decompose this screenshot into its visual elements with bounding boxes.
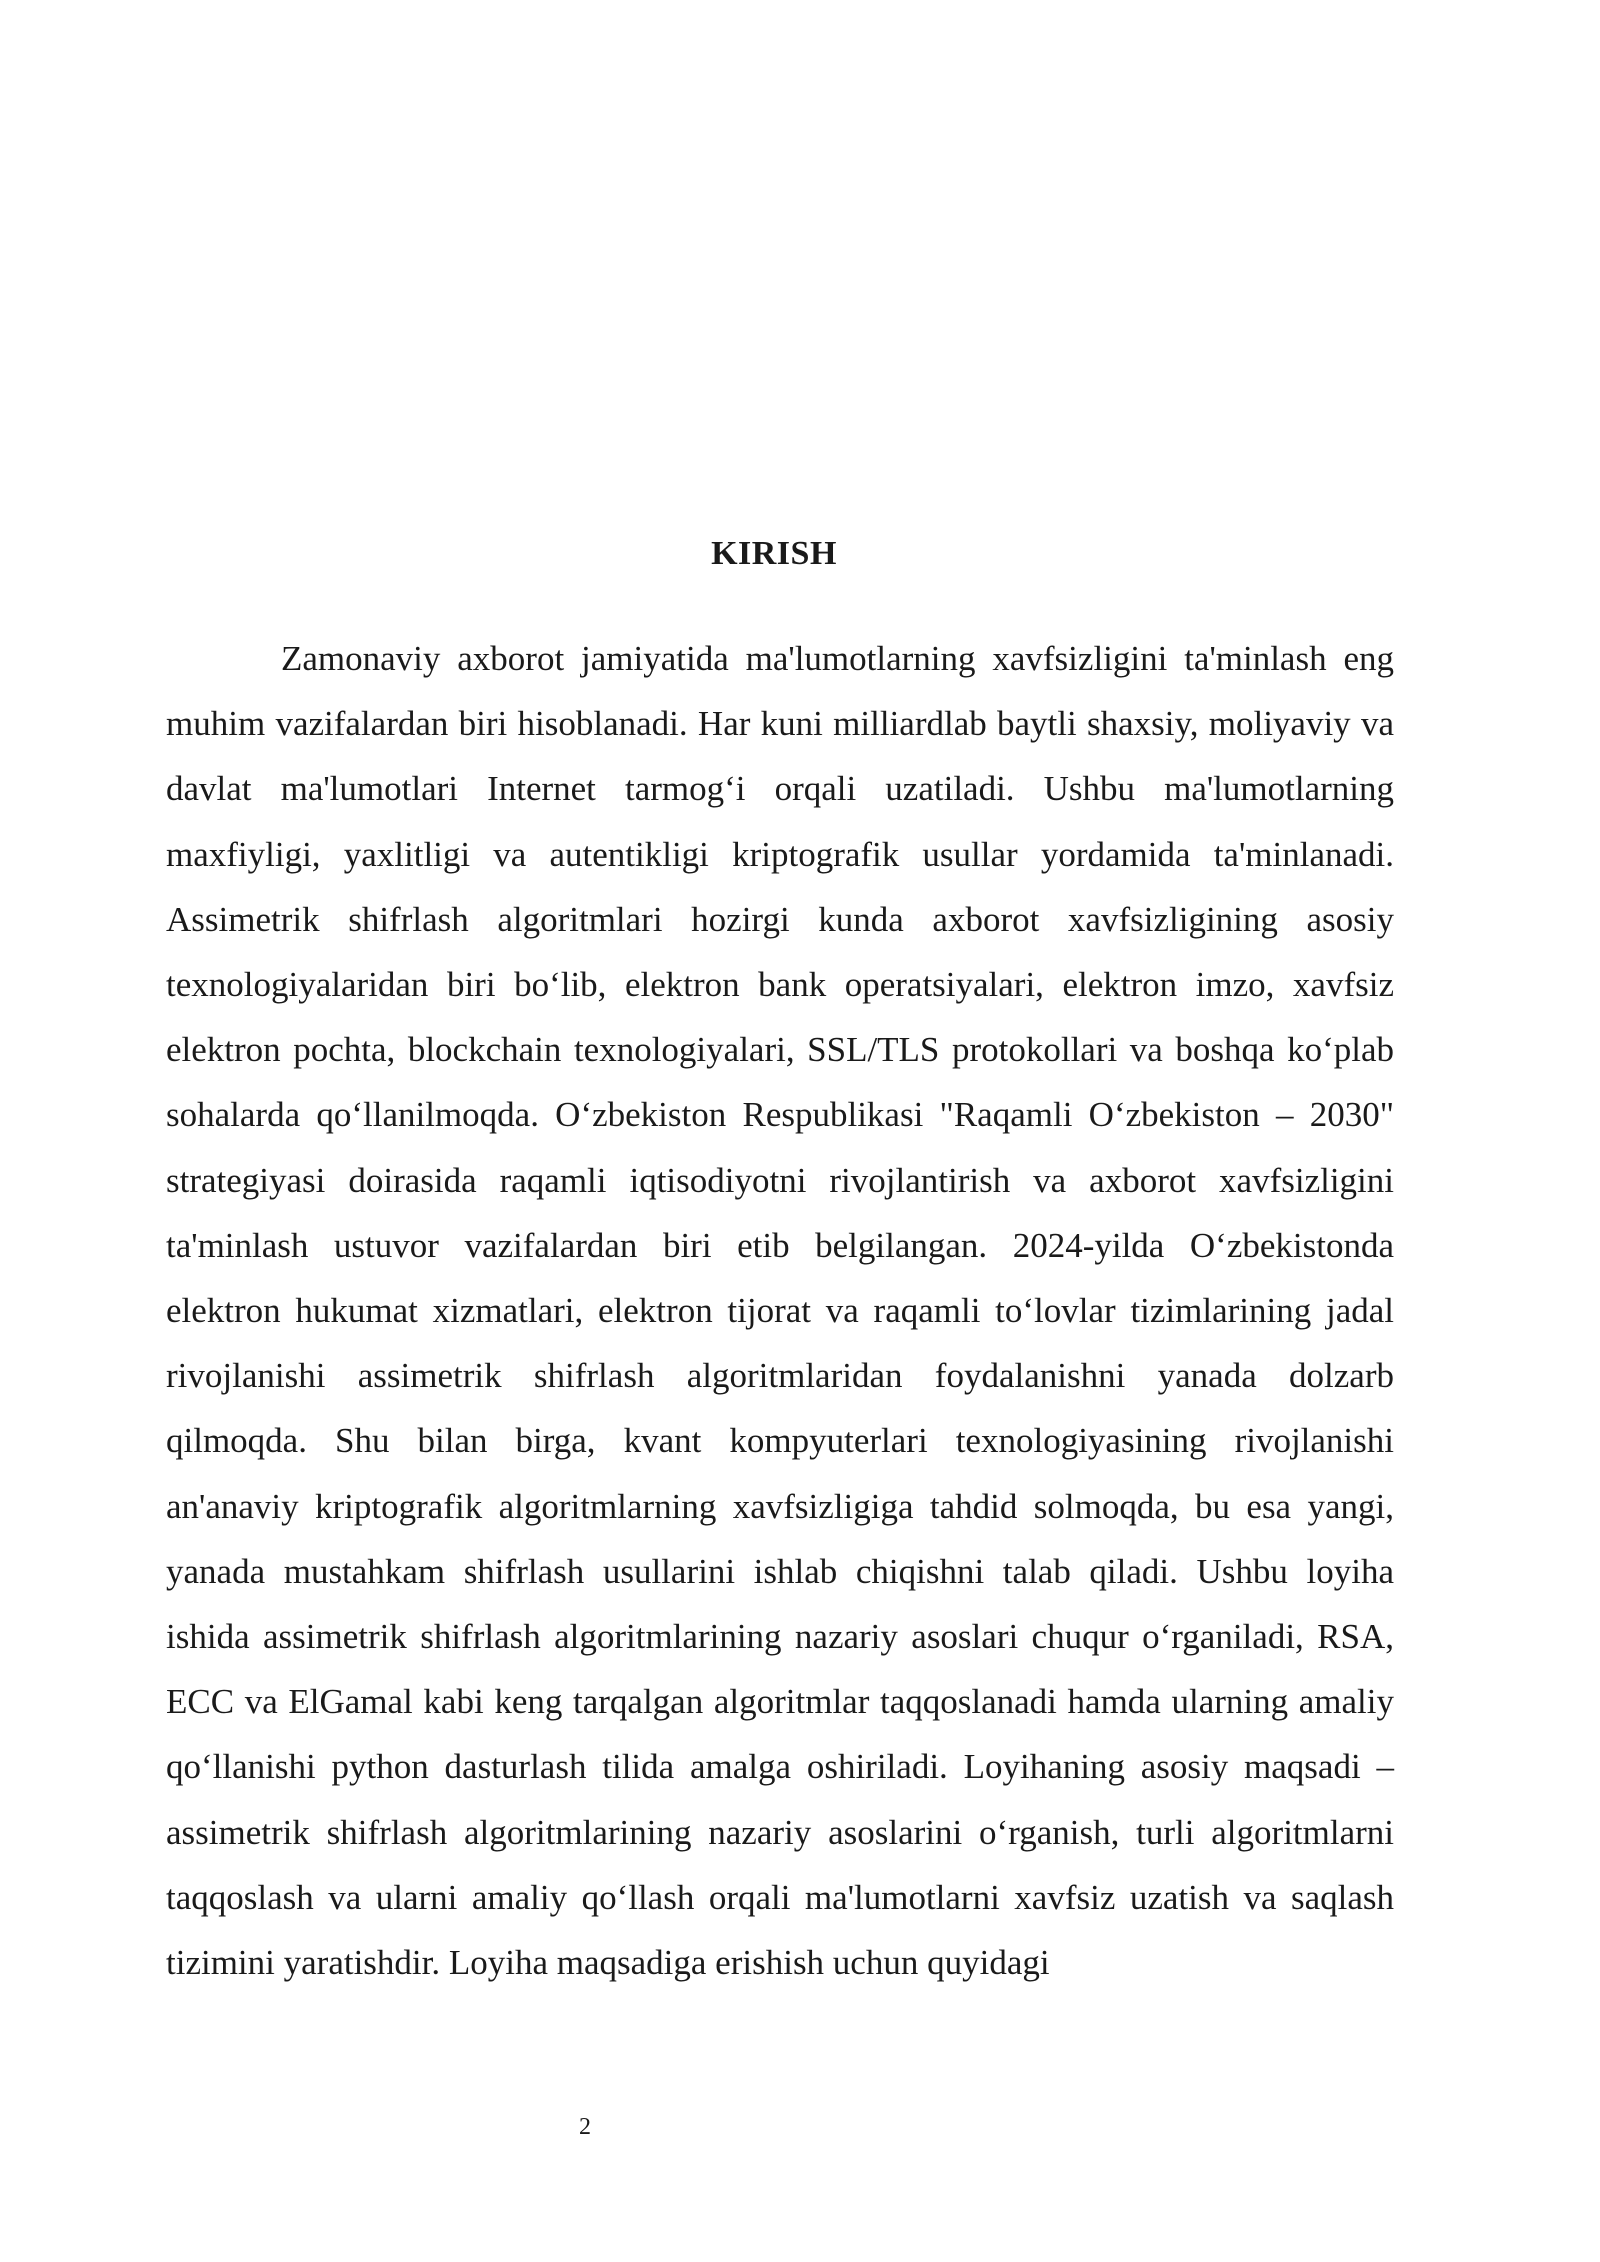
body-paragraph: Zamonaviy axborot jamiyatida ma'lumotlarning xavfsizligini ta'minlash eng muhim vazifalardan biri hisoblanadi. Har kuni milliardlab baytli shaxsiy, moliyaviy va davlat ma'lumotlari Internet tarmog‘i orqali uzatiladi. Ushbu ma'lumotlarning maxfiyligi, yaxlitligi va autentikligi kriptografik usullar yordamida ta'minlanadi. Assimetrik shifrlash algoritmlari hozirgi kunda axborot xavfsizligining asosiy texnologiyalaridan biri bo‘lib, elektron bank operatsiyalari, elektron imzo, xavfsiz elektron pochta, blockchain texnologiyalari, SSL/TLS protokollari va boshqa ko‘plab sohalarda qo‘llanilmoqda. O‘zbekiston Respublikasi "Raqamli O‘zbekiston – 2030" strategiyasi doirasida raqamli iqtisodiyotni rivojlantirish va axborot xavfsizligini ta'minlash ustuvor vazifalardan biri etib belgilangan. 2024-yilda O‘zbekistonda elektron hukumat xizmatlari, elektron tijorat va raqamli to‘lovlar tizimlarining jadal rivojlanishi assimetrik shifrlash algoritmlaridan foydalanishni yanada dolzarb qilmoqda. Shu bilan birga, kvant kompyuterlari texnologiyasining rivojlanishi an'anaviy kriptografik algoritmlarning xavfsizligiga tahdid solmoqda, bu esa yangi, yanada mustahkam shifrlash usullarini ishlab chiqishni talab qiladi. Ushbu loyiha ishida assimetrik shifrlash algoritmlarining nazariy asoslari chuqur o‘rganiladi, RSA, ECC va ElGamal kabi keng tarqalgan algoritmlar taqqoslanadi hamda ularning amaliy qo‘llanishi python dasturlash tilida amalga oshiriladi. Loyihaning asosiy maqsadi – assimetrik shifrlash algoritmlarining nazariy asoslarini o‘rganish, turli algoritmlarni taqqoslash va ularni amaliy qo‘llash orqali ma'lumotlarni xavfsiz uzatish va saqlash tizimini yaratishdir. Loyiha maqsadiga erishish uchun quyidagi	[166, 639, 1394, 1983]
section-heading: KIRISH	[711, 535, 837, 572]
page-number: 2	[579, 2114, 591, 2140]
